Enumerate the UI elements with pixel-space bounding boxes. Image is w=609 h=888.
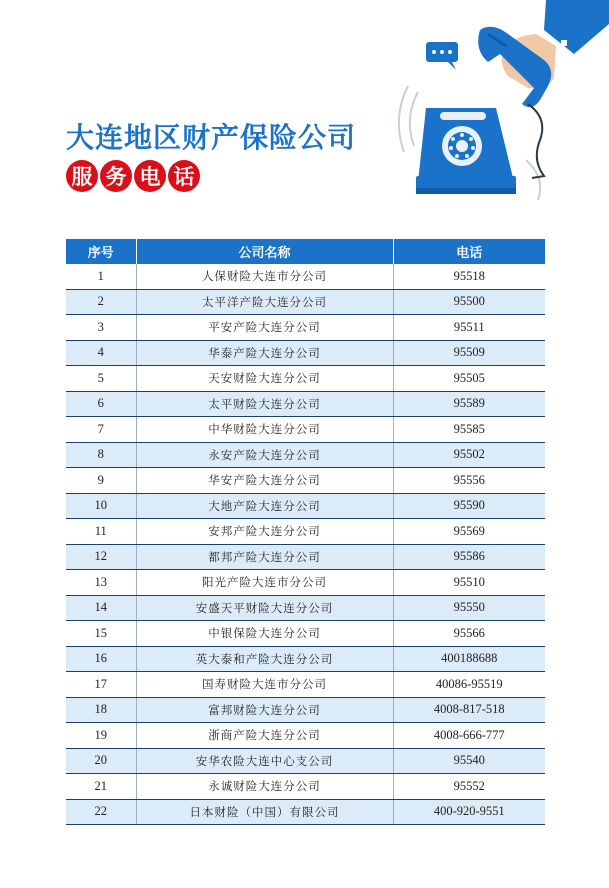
table-row bbox=[66, 774, 545, 800]
table-row bbox=[66, 468, 545, 494]
row-phone: 95500 bbox=[393, 289, 545, 315]
row-phone: 95589 bbox=[393, 391, 545, 417]
row-index: 1 bbox=[66, 264, 136, 289]
table-row bbox=[66, 646, 545, 672]
table-row bbox=[66, 595, 545, 621]
table-row bbox=[66, 442, 545, 468]
row-phone: 95510 bbox=[393, 570, 545, 596]
badge-char: 电 bbox=[134, 160, 166, 192]
row-phone: 95509 bbox=[393, 340, 545, 366]
row-company-name: 太平洋产险大连分公司 bbox=[136, 289, 393, 315]
row-company-name: 安邦产险大连分公司 bbox=[136, 519, 393, 545]
row-phone: 95566 bbox=[393, 621, 545, 647]
row-company-name: 英大泰和产险大连分公司 bbox=[136, 646, 393, 672]
row-phone: 95590 bbox=[393, 493, 545, 519]
row-company-name: 浙商产险大连分公司 bbox=[136, 723, 393, 749]
service-phone-badges bbox=[66, 160, 200, 192]
row-company-name: 都邦产险大连分公司 bbox=[136, 544, 393, 570]
page-title: 大连地区财产保险公司 bbox=[66, 121, 357, 154]
table-row bbox=[66, 748, 545, 774]
row-index: 7 bbox=[66, 417, 136, 443]
row-company-name: 华安产险大连分公司 bbox=[136, 468, 393, 494]
column-header-index: 序号 bbox=[66, 239, 136, 264]
table-row bbox=[66, 723, 545, 749]
row-index: 3 bbox=[66, 315, 136, 341]
row-phone: 95505 bbox=[393, 366, 545, 392]
row-phone: 400-920-9551 bbox=[393, 799, 545, 825]
table-row bbox=[66, 315, 545, 341]
badge-char: 服 bbox=[66, 160, 98, 192]
telephone-icon bbox=[416, 108, 516, 194]
row-company-name: 永安产险大连分公司 bbox=[136, 442, 393, 468]
table-row bbox=[66, 289, 545, 315]
row-phone: 95511 bbox=[393, 315, 545, 341]
row-index: 9 bbox=[66, 468, 136, 494]
row-index: 18 bbox=[66, 697, 136, 723]
badge-char: 话 bbox=[168, 160, 200, 192]
row-index: 15 bbox=[66, 621, 136, 647]
column-header-company: 公司名称 bbox=[136, 239, 393, 264]
row-company-name: 日本财险（中国）有限公司 bbox=[136, 799, 393, 825]
row-index: 14 bbox=[66, 595, 136, 621]
row-phone: 95518 bbox=[393, 264, 545, 289]
row-company-name: 中华财险大连分公司 bbox=[136, 417, 393, 443]
table-row bbox=[66, 264, 545, 289]
row-company-name: 国寿财险大连市分公司 bbox=[136, 672, 393, 698]
row-phone: 4008-817-518 bbox=[393, 697, 545, 723]
row-company-name: 天安财险大连分公司 bbox=[136, 366, 393, 392]
table-row bbox=[66, 366, 545, 392]
row-index: 19 bbox=[66, 723, 136, 749]
row-index: 11 bbox=[66, 519, 136, 545]
row-index: 17 bbox=[66, 672, 136, 698]
row-company-name: 安盛天平财险大连分公司 bbox=[136, 595, 393, 621]
table-row bbox=[66, 799, 545, 825]
table-row bbox=[66, 621, 545, 647]
row-index: 10 bbox=[66, 493, 136, 519]
row-phone: 95585 bbox=[393, 417, 545, 443]
row-company-name: 安华农险大连中心支公司 bbox=[136, 748, 393, 774]
row-company-name: 华泰产险大连分公司 bbox=[136, 340, 393, 366]
row-index: 22 bbox=[66, 799, 136, 825]
row-index: 13 bbox=[66, 570, 136, 596]
row-index: 2 bbox=[66, 289, 136, 315]
table-row bbox=[66, 519, 545, 545]
table-row bbox=[66, 672, 545, 698]
row-index: 12 bbox=[66, 544, 136, 570]
row-company-name: 阳光产险大连市分公司 bbox=[136, 570, 393, 596]
hand-with-receiver-icon bbox=[478, 0, 609, 107]
row-phone: 400188688 bbox=[393, 646, 545, 672]
row-company-name: 永诚财险大连分公司 bbox=[136, 774, 393, 800]
table-row bbox=[66, 697, 545, 723]
row-phone: 95540 bbox=[393, 748, 545, 774]
table-row bbox=[66, 493, 545, 519]
row-company-name: 平安产险大连分公司 bbox=[136, 315, 393, 341]
row-phone: 95569 bbox=[393, 519, 545, 545]
row-index: 20 bbox=[66, 748, 136, 774]
row-phone: 4008-666-777 bbox=[393, 723, 545, 749]
row-index: 21 bbox=[66, 774, 136, 800]
table-header-row bbox=[66, 239, 545, 264]
badge-char: 务 bbox=[100, 160, 132, 192]
table-row bbox=[66, 391, 545, 417]
row-phone: 95502 bbox=[393, 442, 545, 468]
row-company-name: 人保财险大连市分公司 bbox=[136, 264, 393, 289]
row-phone: 95556 bbox=[393, 468, 545, 494]
row-index: 6 bbox=[66, 391, 136, 417]
row-index: 16 bbox=[66, 646, 136, 672]
telephone-illustration bbox=[396, 0, 609, 215]
table-row bbox=[66, 544, 545, 570]
insurance-contacts-table bbox=[66, 239, 545, 825]
row-company-name: 中银保险大连分公司 bbox=[136, 621, 393, 647]
row-phone: 40086-95519 bbox=[393, 672, 545, 698]
table-row bbox=[66, 340, 545, 366]
table-row bbox=[66, 417, 545, 443]
row-phone: 95552 bbox=[393, 774, 545, 800]
row-company-name: 富邦财险大连分公司 bbox=[136, 697, 393, 723]
row-index: 8 bbox=[66, 442, 136, 468]
table-row bbox=[66, 570, 545, 596]
row-company-name: 太平财险大连分公司 bbox=[136, 391, 393, 417]
column-header-phone: 电话 bbox=[393, 239, 545, 264]
row-index: 5 bbox=[66, 366, 136, 392]
row-phone: 95550 bbox=[393, 595, 545, 621]
chat-bubble-icon bbox=[426, 42, 458, 70]
row-index: 4 bbox=[66, 340, 136, 366]
row-company-name: 大地产险大连分公司 bbox=[136, 493, 393, 519]
row-phone: 95586 bbox=[393, 544, 545, 570]
